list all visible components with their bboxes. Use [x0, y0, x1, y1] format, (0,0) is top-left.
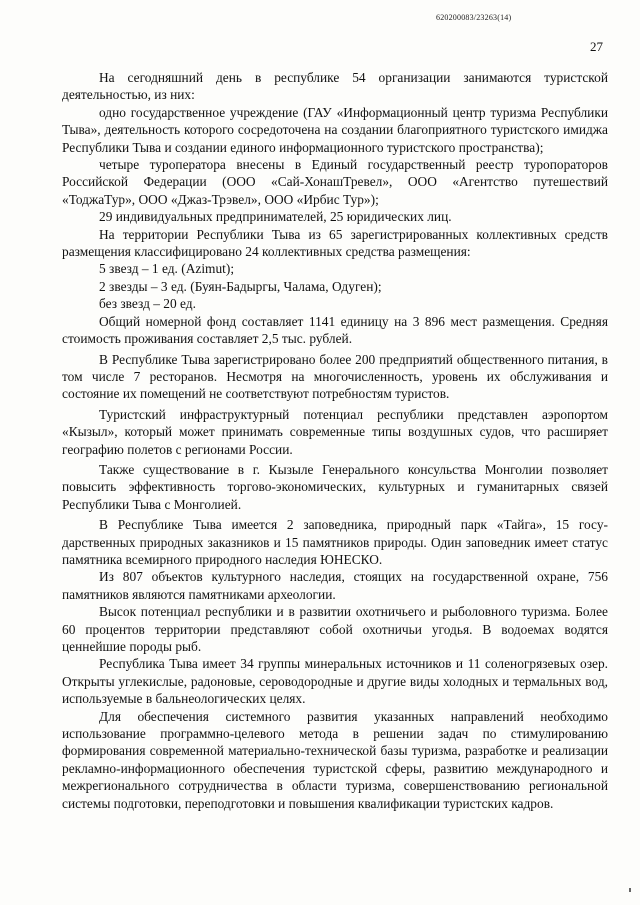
paragraph-program: Для обеспечения системного развития указанных направлений необходимо использование программно-целевого метода в решении задач по стимулированию формирования современной материально-технической базы туризма, разработке и реализации рекламно-информационного обеспечения туристской сферы, развитию международного и межрегионального сотрудничества в области туризма, совершенствованию региональной системы подготовки, переподготовки и повышения квалификации туристских кадров. — [62, 708, 608, 811]
paragraph-consulate: Также существование в г. Кызыле Генерального консульства Монголии позволяет повысить эффективность торгово-экономических, культурных и гуманитарных связей Республики Тыва с Монголией. — [62, 461, 608, 512]
document-body — [62, 69, 608, 812]
list-item-2-stars: 2 звезды – 3 ед. (Буян-Бадыргы, Чалама, Одуген); — [99, 278, 382, 294]
list-item-5-stars: 5 звезд – 1 ед. (Azimut); — [99, 261, 235, 277]
paragraph-catering: В Республике Тыва зарегистрировано более 200 предприятий общественного питания, в том числе 7 ресторанов. Несмотря на многочисленность, уровень их обслуживания и состояние их помещений не соответствуют потребностям туристов. — [62, 351, 608, 402]
paragraph-tour-operators: четыре туроператора внесены в Единый государственный реестр туропораторов Российской Федерации (ООО «Сай-ХонашТревел», ООО «Агентство путешествий «ТоджаТур», ООО «Джаз-Трэвел», ООО «Ирбис Тур»); — [62, 157, 608, 207]
page-number: 27 — [590, 39, 603, 54]
paragraph-entrepreneurs: 29 индивидуальных предпринимателей, 25 юридических лиц. — [99, 209, 452, 225]
paragraph-intro: На сегодняшний день в республике 54 организации занимаются туристской деятельностью, из них: — [62, 70, 608, 103]
paragraph-hunting: Высок потенциал республики и в развитии охотничьего и рыболовного туризма. Более 60 процентов территории представляют собой охотничьи угодья. В водоемах водятся ценнейшие породы рыб. — [62, 604, 608, 654]
paragraph-airport: Туристский инфраструктурный потенциал республики представлен аэропортом «Кызыл», который может принимать современные типы воздушных судов, что расширяет географию полетов с регионами России. — [62, 406, 608, 457]
paragraph-reserves: В Республике Тыва имеется 2 заповедника, природный парк «Тайга», 15 государственных природных заказников и 15 памятников природы. Один заповедник имеет статус памятника всемирного природного наследия ЮНЕСКО. — [62, 517, 608, 567]
paragraph-room-fund: Общий номерной фонд составляет 1141 единицу на 3 896 мест размещения. Средняя стоимость проживания составляет 2,5 тыс. рублей. — [62, 313, 608, 347]
paragraph-accommodation: На территории Республики Тыва из 65 зарегистрированных коллективных средств размещения классифицировано 24 коллективных средства размещения: — [62, 226, 608, 260]
paragraph-heritage: Из 807 объектов культурного наследия, стоящих на государственной охране, 756 памятников являются памятниками археологии. — [62, 569, 608, 602]
scan-mark — [629, 888, 631, 892]
paragraph-mineral-springs: Республика Тыва имеет 34 группы минеральных источников и 11 соленогрязевых озер. Открыты углекислые, радоновые, сероводородные и другие виды холодных и термальных вод, используемые в бальнеологических целях. — [62, 656, 608, 707]
paragraph-gau: одно государственное учреждение (ГАУ «Информационный центр туризма Республики Тыва», деятельность которого сосредоточена на создании благоприятного туристского имиджа Республики Тыва и создании единого информационного туристского пространства); — [62, 104, 608, 155]
list-item-no-stars: без звезд – 20 ед. — [99, 296, 196, 312]
document-id: 620200083/23263(14) — [436, 13, 512, 22]
